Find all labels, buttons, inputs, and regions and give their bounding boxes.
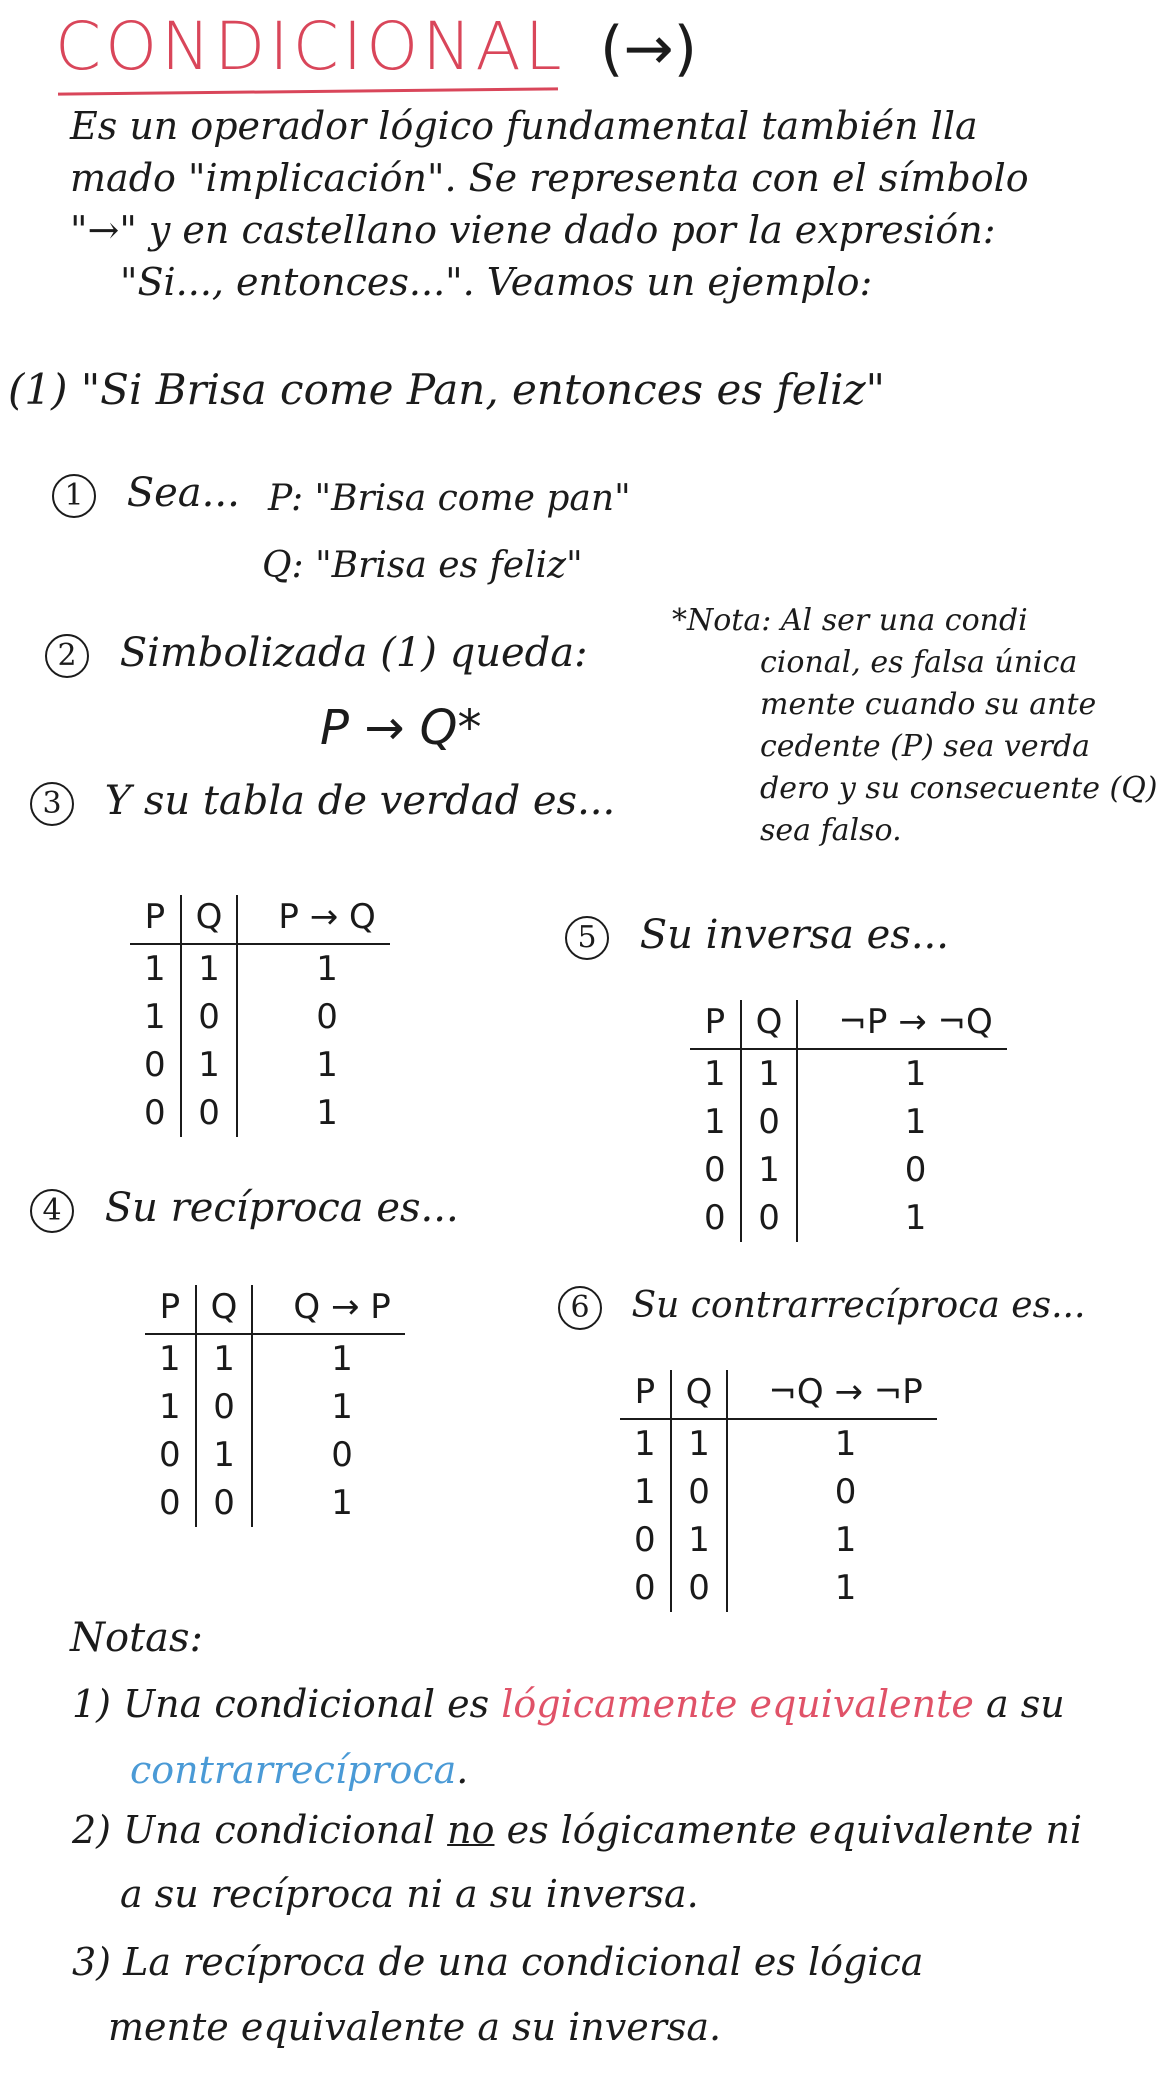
table-cell: 1 [331,1387,353,1427]
note-1-highlight-blue: contrarrecíproca [130,1748,457,1792]
note-line: cedente (P) sea verda [760,729,1091,764]
note-3-line-1: 3) La recíproca de una condicional es lógica [72,1940,924,1984]
table-cell: 0 [620,1516,671,1564]
step-label: Y su tabla de verdad es... [104,778,616,824]
table-cell: 0 [181,1089,238,1137]
table-row [145,1334,405,1383]
page-title: CONDICIONAL [55,8,566,85]
table-row [130,944,390,993]
table-row [690,1049,1007,1098]
note-1-highlight-red: lógicamente equivalente [501,1682,974,1726]
table-cell: 0 [196,1479,253,1527]
header-cell: Q [671,1370,728,1419]
table-cell: 0 [145,1479,196,1527]
table-cell: 1 [834,1424,857,1464]
table-cell: 0 [620,1564,671,1612]
example-text: "Si Brisa come Pan, entonces es feliz" [80,365,885,414]
table-header-row [130,895,390,944]
table-header-row [145,1285,405,1334]
table-cell: 0 [671,1468,728,1516]
table-cell: 0 [904,1150,927,1190]
table-cell: 0 [130,1041,181,1089]
step-2 [45,630,588,678]
table-row [620,1419,937,1468]
table-row [145,1431,405,1479]
table-cell: 1 [316,1045,338,1085]
step-6 [558,1285,1085,1330]
table-cell: 1 [145,1334,196,1383]
truth-table-contrapositive [620,1370,937,1612]
table-cell: 1 [620,1468,671,1516]
table-cell: 0 [671,1564,728,1612]
intro-line: mado "implicación". Se representa con el símbolo [70,156,1029,200]
table-cell: 1 [741,1049,798,1098]
table-cell: 0 [130,1089,181,1137]
note-1-line-1 [72,1682,1065,1726]
table-row [620,1516,937,1564]
table-row [130,1089,390,1137]
definition-q [262,545,583,586]
example-statement [8,365,885,414]
example-label: (1) [8,365,68,414]
table-cell: 1 [690,1049,741,1098]
header-cell: P [620,1370,671,1419]
table-row [145,1479,405,1527]
table-row [130,993,390,1041]
table-row [620,1468,937,1516]
table-cell: 0 [181,993,238,1041]
table-cell: 1 [741,1146,798,1194]
table-cell: 1 [331,1483,353,1523]
table-cell: 0 [145,1431,196,1479]
table-cell: 1 [316,949,338,989]
table-cell: 1 [181,944,238,993]
intro-line: "→" y en castellano viene dado por la expresión: [70,208,996,252]
note-line: dero y su consecuente (Q) [760,771,1158,806]
step-number-circle: 5 [565,916,609,960]
intro-paragraph [70,100,1070,308]
table-cell: 0 [690,1146,741,1194]
intro-line: Es un operador lógico fundamental también lla [70,104,978,148]
step-label: Su contrarrecíproca es... [631,1285,1086,1326]
step-number-circle: 3 [30,782,74,826]
table-cell: 0 [196,1383,253,1431]
header-cell: ¬Q → ¬P [727,1370,936,1419]
note-line: *Nota: Al ser una condi [672,603,1028,638]
definition-p [268,478,631,519]
table-cell: 1 [316,1093,338,1133]
table-cell: 1 [904,1054,927,1094]
table-header-row [620,1370,937,1419]
table-row [620,1564,937,1612]
header-cell: P [145,1285,196,1334]
symbolic-formula: P → Q* [320,700,482,756]
truth-table-inverse [690,1000,1007,1242]
step-label: Su inversa es... [639,912,949,958]
q-text: "Brisa es feliz" [315,545,583,586]
header-cell: Q → P [252,1285,404,1334]
table-cell: 1 [196,1431,253,1479]
title-symbol: (→) [600,14,698,84]
table-cell: 0 [690,1194,741,1242]
intro-line: "Si..., entonces...". Veamos un ejemplo: [120,260,873,304]
step-1 [52,470,240,518]
header-cell: P [690,1000,741,1049]
step-number-circle: 1 [52,474,96,518]
table-cell: 1 [904,1198,927,1238]
p-text: "Brisa come pan" [314,478,631,519]
step-number-circle: 4 [30,1189,74,1233]
table-cell: 0 [741,1194,798,1242]
table-cell: 1 [145,1383,196,1431]
table-cell: 1 [904,1102,927,1142]
table-cell: 0 [834,1472,857,1512]
table-cell: 1 [671,1419,728,1468]
note-1-prefix: 1) Una condicional es [72,1682,490,1726]
note-2-line-1 [72,1808,1082,1852]
note-2-no: no [447,1808,495,1852]
note-2-line-2: a su recíproca ni a su inversa. [120,1872,699,1916]
header-cell: ¬P → ¬Q [797,1000,1006,1049]
step-number-circle: 2 [45,634,89,678]
table-header-row [690,1000,1007,1049]
table-cell: 0 [316,997,338,1037]
note-3-line-2: mente equivalente a su inversa. [108,2005,722,2049]
table-cell: 1 [130,944,181,993]
table-row [690,1194,1007,1242]
table-cell: 1 [834,1520,857,1560]
table-cell: 1 [834,1568,857,1608]
step-number-circle: 6 [558,1286,602,1330]
table-row [690,1098,1007,1146]
note-1-line-2 [130,1748,468,1792]
header-cell: Q [741,1000,798,1049]
step-label: Su recíproca es... [104,1185,459,1231]
header-cell: P [130,895,181,944]
step-label: Simbolizada (1) queda: [119,630,588,676]
side-note [672,600,1158,852]
q-symbol: Q: [262,545,304,586]
table-cell: 1 [690,1098,741,1146]
header-cell: P → Q [237,895,389,944]
table-row [130,1041,390,1089]
truth-table-reciprocal [145,1285,405,1527]
table-cell: 0 [741,1098,798,1146]
header-cell: Q [196,1285,253,1334]
table-row [145,1383,405,1431]
title-underline [58,87,558,95]
note-2-a: 2) Una condicional [72,1808,436,1852]
notes-title: Notas: [70,1615,204,1661]
note-1-mid: a su [986,1682,1065,1726]
p-symbol: P: [268,478,304,519]
header-cell: Q [181,895,238,944]
truth-table-conditional [130,895,390,1137]
table-cell: 1 [331,1339,353,1379]
step-4 [30,1185,459,1233]
table-cell: 0 [331,1435,353,1475]
table-cell: 1 [671,1516,728,1564]
table-cell: 1 [196,1334,253,1383]
note-line: sea falso. [760,813,902,848]
note-line: cional, es falsa única [760,645,1078,680]
step-3 [30,778,615,826]
table-cell: 1 [130,993,181,1041]
table-cell: 1 [620,1419,671,1468]
step-5 [565,912,949,960]
table-row [690,1146,1007,1194]
note-line: mente cuando su ante [760,687,1097,722]
step-label: Sea... [126,470,240,516]
note-1-end: . [456,1748,469,1792]
note-2-b: es lógicamente equivalente ni [506,1808,1083,1852]
table-cell: 1 [181,1041,238,1089]
